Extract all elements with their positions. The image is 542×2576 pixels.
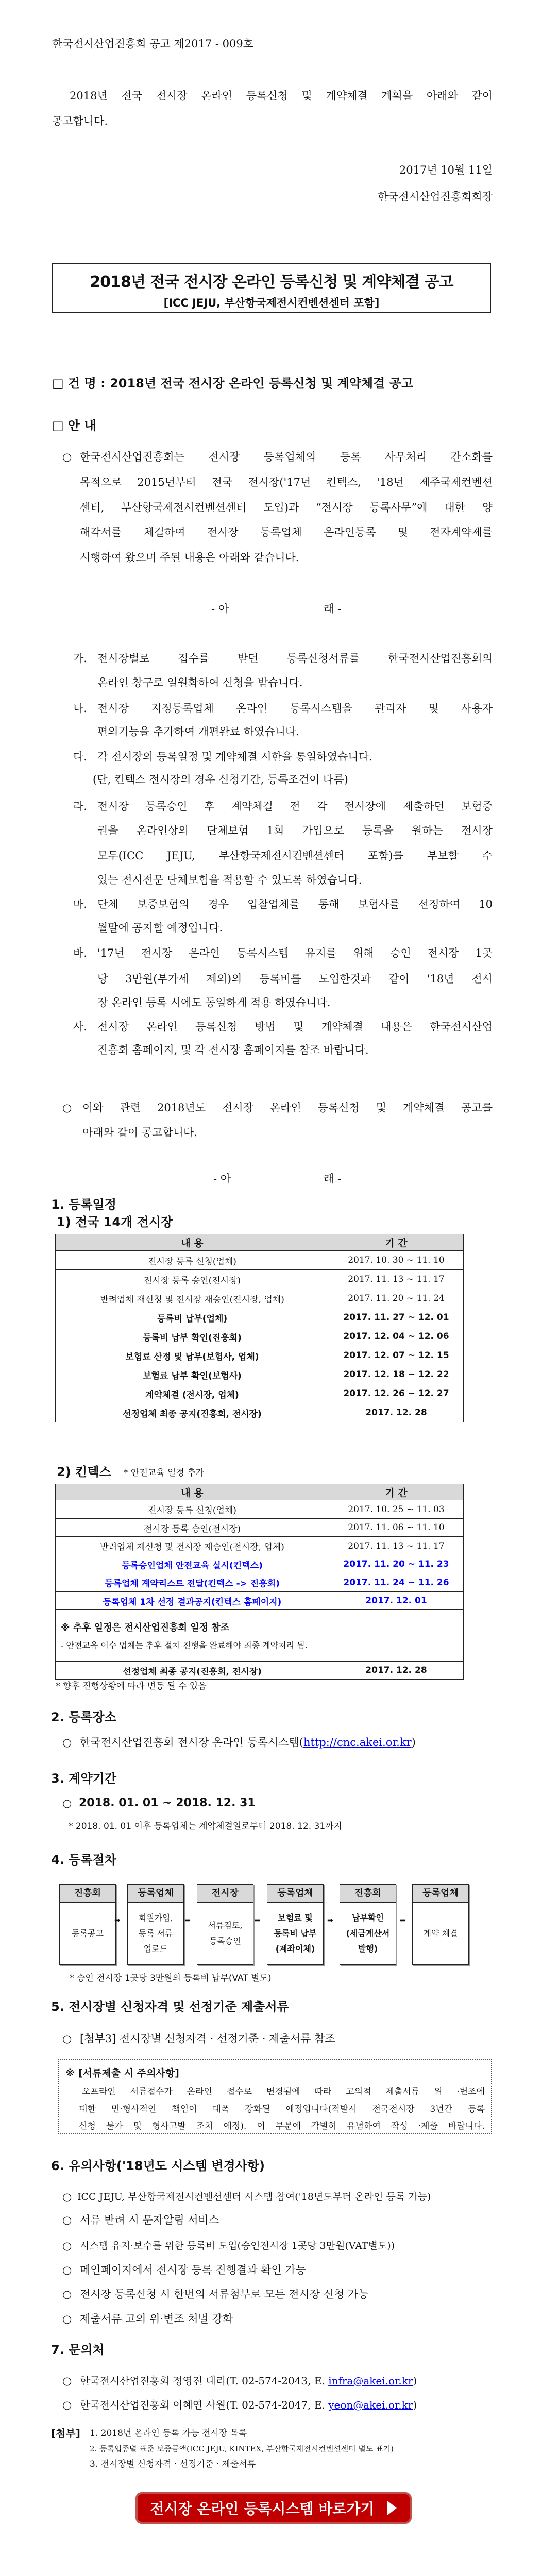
item-line: 전시장 온라인 등록신청 방법 및 계약체결 내용은 한국전시산업 (97, 1021, 493, 1033)
intro-line-2: 공고합니다. (52, 115, 108, 127)
guide-para-line: 한국전시산업진흥회는 전시장 등록업체의 등록 사무처리 간소화를 (80, 451, 493, 463)
section1-sub1: 1) 전국 14개 전시장 (57, 1215, 173, 1229)
task-cell: 전시장 등록 승인(전시장) (56, 1519, 329, 1537)
task-cell: 등록비 납부(업체) (56, 1308, 329, 1327)
period-cell: 2017. 11. 06 ~ 11. 10 (329, 1519, 464, 1537)
item-line: 편의기능을 추가하여 개편완료 하였습니다. (97, 725, 299, 738)
task-cell: 등록승인업체 안전교육 실시(킨텍스) (56, 1555, 329, 1573)
title-box (52, 263, 491, 313)
step-action: 계약 체결 (423, 1928, 458, 1938)
period-cell: 2017. 11. 20 ~ 11. 24 (329, 1289, 464, 1308)
table-row (56, 1500, 464, 1519)
intro-line-1: 2018년 전국 전시장 온라인 등록신청 및 계약체결 계획을 아래와 같이 (70, 90, 493, 102)
bullet-icon: ○ (62, 1101, 72, 1114)
section1-heading: 1. 등록일정 (51, 1197, 116, 1212)
bullet-icon: ○ (62, 2313, 72, 2325)
contact-text-end: ) (413, 2375, 417, 2387)
bullet-icon: ○ (62, 2375, 72, 2387)
section5-heading: 5. 전시장별 신청자격 및 선정기준 제출서류 (51, 1999, 289, 2014)
contact-text-end: ) (413, 2399, 417, 2411)
step-action: 납부확인 (세금계산서 발행) (346, 1913, 390, 1954)
col-header: 기 간 (329, 1484, 464, 1500)
item-mark: 다. (73, 751, 87, 763)
period-cell: 2017. 12. 18 ~ 12. 22 (329, 1365, 464, 1384)
col-header: 내 용 (56, 1484, 329, 1500)
issuer: 한국전시산업진흥회회장 (377, 191, 493, 203)
table-row (56, 1251, 464, 1270)
table-row (56, 1365, 464, 1384)
step-action: 등록공고 (72, 1928, 104, 1938)
system-link[interactable]: http://cnc.akei.or.kr (303, 1736, 412, 1749)
notice-item: 시스템 유지·보수를 위한 등록비 도입(승인전시장 1곳당 3만원(VAT별도)) (80, 2240, 395, 2251)
item-line: 단체 보증보험의 경우 입찰업체를 통해 보험사를 선정하여 10 (97, 898, 493, 910)
doc-number: 한국전시산업진흥회 공고 제2017 - 009호 (52, 38, 254, 50)
task-cell: 등록업체 1차 선정 결과공지(킨텍스 홈페이지) (56, 1592, 329, 1610)
step-action: 서류검토, 등록승인 (208, 1921, 243, 1946)
period-cell: 2017. 12. 01 (329, 1592, 464, 1610)
notice-item: 서류 반려 시 문자알림 서비스 (80, 2214, 219, 2226)
task-cell: 전시장 등록 승인(전시장) (56, 1270, 329, 1289)
arrow-right-icon: ➡ (327, 1917, 333, 1925)
notice-item: 제출서류 고의 위·변조 처벌 강화 (80, 2313, 233, 2325)
place-text-end: ) (411, 1736, 416, 1749)
contact-item (80, 2398, 417, 2412)
arrow-right-icon: ➡ (184, 1917, 191, 1925)
below-label-left: - 아 (213, 1173, 231, 1185)
table-row-highlight (56, 1573, 464, 1592)
guide-para-line: 목적으로 2015년부터 전국 전시장('17년 킨텍스, '18년 제주국제컨벤션 (80, 476, 493, 488)
bullet-icon: ○ (62, 2288, 72, 2300)
item-line: 장 온라인 등록 시에도 동일하게 적용 하였습니다. (97, 996, 331, 1009)
item-mark: 사. (73, 1021, 87, 1033)
below-label-right: 래 - (324, 1173, 342, 1185)
period-cell: 2017. 11. 20 ~ 11. 23 (329, 1555, 464, 1573)
below-label-left: - 아 (211, 603, 229, 615)
task-cell: 등록비 납부 확인(진흥회) (56, 1327, 329, 1346)
item-line: 전시장별로 접수를 받던 등록신청서류를 한국전시산업진흥회의 (97, 652, 493, 665)
note-cell (56, 1610, 464, 1662)
item-line: 전시장 지정등록업체 온라인 등록시스템을 관리자 및 사용자 (97, 702, 493, 715)
bullet-icon: ○ (62, 1797, 72, 1809)
contact-text: 한국전시산업진흥회 이혜연 사원(T. 02-574-2047, E. (80, 2399, 329, 2411)
period-cell: 2017. 10. 25 ~ 11. 03 (329, 1500, 464, 1519)
table-row (56, 1662, 464, 1680)
item-mark: 가. (73, 652, 87, 665)
notice-item: ICC JEJU, 부산항국제전시컨벤션센터 시스템 참여('18년도부터 온라인 등록 가능) (77, 2191, 431, 2202)
flow-step-5 (340, 1884, 396, 1965)
caution-box (58, 2059, 492, 2134)
item-mark: 마. (73, 898, 87, 910)
schedule-table-kintex (55, 1484, 464, 1680)
email-link[interactable]: yeon@akei.or.kr (328, 2399, 413, 2411)
section1-sub2: 2) 킨텍스 (57, 1465, 111, 1479)
flow-step-3 (197, 1884, 253, 1965)
table-row (56, 1384, 464, 1403)
bullet-icon: ○ (62, 2214, 72, 2226)
task-cell: 계약체결 (전시장, 업체) (56, 1384, 329, 1403)
notice-item: 메인페이지에서 전시장 등록 진행결과 확인 가능 (80, 2264, 307, 2276)
task-cell: 반려업체 재신청 및 전시장 재승인(전시장, 업체) (56, 1537, 329, 1555)
step-actor: 전시장 (197, 1885, 253, 1903)
item-line: '17년 전시장 온라인 등록시스템 유지를 위해 승인 전시장 1곳 (97, 947, 493, 959)
table-row-highlight (56, 1592, 464, 1610)
table-row (56, 1270, 464, 1289)
arrow-right-icon: ➡ (400, 1917, 406, 1925)
period-cell: 2017. 11. 13 ~ 11. 17 (329, 1270, 464, 1289)
item-line: 당 3만원(부가세 제외)의 등록비를 도입한것과 같이 '18년 전시 (97, 973, 493, 985)
bullet-icon: ○ (62, 2240, 72, 2252)
table-row (56, 1289, 464, 1308)
step-actor: 등록업체 (128, 1885, 183, 1903)
step-action: 보험료 및 등록비 납부 (계좌이체) (274, 1913, 317, 1954)
task-cell: 보험료 산정 및 납부(보험사, 업체) (56, 1346, 329, 1365)
procedure-note: * 승인 전시장 1곳당 3만원의 등록비 납부(VAT 별도) (70, 1973, 272, 1984)
period-cell: 2017. 11. 13 ~ 11. 17 (329, 1537, 464, 1555)
item-mark: 나. (73, 702, 87, 715)
bullet-icon: ○ (62, 2032, 72, 2045)
table-row (56, 1519, 464, 1537)
below-label-right: 래 - (324, 603, 342, 615)
notice-date: 2017년 10월 11일 (399, 164, 493, 176)
item-mark: 라. (73, 800, 87, 812)
section1-sub2-note: * 안전교육 일정 추가 (124, 1468, 205, 1478)
attachments-label: [첨부] (51, 2427, 80, 2439)
email-link[interactable]: infra@akei.or.kr (328, 2375, 413, 2387)
closing-line: 아래와 같이 공고합니다. (82, 1126, 197, 1139)
guide-para-line: 센터, 부산항국제전시컨벤션센터 도입)과 “전시장 등록사무”에 대한 양 (80, 501, 493, 514)
period-cell: 2017. 12. 07 ~ 12. 15 (329, 1346, 464, 1365)
arrow-right-icon: ➡ (255, 1917, 261, 1925)
period-cell: 2017. 12. 28 (329, 1662, 464, 1680)
bullet-icon: ○ (62, 2191, 72, 2203)
guide-para-line: 시행하여 왔으며 주된 내용은 아래와 같습니다. (80, 551, 299, 564)
period-cell: 2017. 12. 04 ~ 12. 06 (329, 1327, 464, 1346)
contact-item (80, 2374, 417, 2388)
table-row (56, 1346, 464, 1365)
note-heading: ※ 추후 일정은 전시산업진흥회 일정 참조 (61, 1622, 230, 1633)
bullet-icon: ○ (62, 451, 72, 463)
period-cell: 2017. 11. 27 ~ 12. 01 (329, 1308, 464, 1327)
section6-heading: 6. 유의사항('18년도 시스템 변경사항) (51, 2159, 265, 2173)
schedule-footnote: * 향후 진행상황에 따라 변동 될 수 있음 (56, 1681, 207, 1691)
item-line: (단, 킨텍스 전시장의 경우 신청기간, 등록조건이 다름) (93, 773, 348, 786)
notice-item: 전시장 등록신청 시 한번의 서류첨부로 모든 전시장 신청 가능 (80, 2288, 369, 2300)
task-cell: 선정업체 최종 공지(진흥회, 전시장) (56, 1403, 329, 1422)
section3-heading: 3. 계약기간 (51, 1771, 116, 1786)
flow-step-1 (59, 1884, 116, 1965)
step-actor: 등록업체 (413, 1885, 468, 1903)
step-actor: 진흥회 (340, 1885, 396, 1903)
item-line: 권을 온라인상의 단체보험 1회 가입으로 등록을 원하는 전시장 (97, 824, 493, 837)
section4-heading: 4. 등록절차 (51, 1853, 116, 1867)
flow-step-2 (127, 1884, 184, 1965)
closing-line: 이와 관련 2018년도 전시장 온라인 등록신청 및 계약체결 공고를 (82, 1101, 493, 1114)
task-cell: 등록업체 계약리스트 전달(킨텍스 -> 진흥회) (56, 1573, 329, 1592)
flow-step-6 (412, 1884, 469, 1965)
col-header: 내 용 (56, 1234, 329, 1251)
period-cell: 2017. 10. 30 ~ 11. 10 (329, 1251, 464, 1270)
bullet-icon: ○ (62, 2264, 72, 2276)
step-actor: 등록업체 (267, 1885, 323, 1903)
page-title: 2018년 전국 전시장 온라인 등록신청 및 계약체결 공고 (90, 273, 453, 291)
item-line: 진흥회 홈페이지, 및 각 전시장 홈페이지를 참조 바랍니다. (97, 1044, 369, 1056)
item-mark: 바. (73, 947, 87, 959)
period-cell: 2017. 11. 24 ~ 11. 26 (329, 1573, 464, 1592)
period-cell: 2017. 12. 28 (329, 1403, 464, 1422)
step-action: 회원가입, 등록 서류 업로드 (138, 1913, 173, 1954)
caution-line: 신청 불가 및 형사고발 조치 예정). 이 부분에 각별히 유념하여 작성 ·제출 바랍니다. (79, 2121, 485, 2131)
attachment-item: 2. 등록업종별 표준 보증금액(ICC JEJU, KINTEX, 부산항국제전시컨벤션센터 별도 표기) (90, 2444, 394, 2453)
caution-line: 대한 민·형사적인 책임이 대폭 강화될 예정입니다(적발시 전국전시장 3년간 등록 (79, 2104, 485, 2114)
table-row-highlight (56, 1555, 464, 1573)
item-line: 전시장 등록승인 후 계약체결 전 각 전시장에 제출하던 보험증 (97, 800, 493, 812)
task-cell: 전시장 등록 신청(업체) (56, 1500, 329, 1519)
attachment-item: 1. 2018년 온라인 등록 가능 전시장 목록 (90, 2428, 247, 2438)
note-detail: - 안전교육 이수 업체는 추후 절차 진행을 완료해야 최종 계약처리 됨. (61, 1640, 308, 1650)
task-cell: 선정업체 최종 공지(진흥회, 전시장) (56, 1662, 329, 1680)
section2-heading: 2. 등록장소 (51, 1710, 116, 1724)
registration-system-button[interactable] (136, 2492, 412, 2524)
registration-place (80, 1735, 416, 1750)
arrow-right-icon: ➡ (114, 1917, 121, 1925)
item-line: 월말에 공지할 예정입니다. (97, 922, 223, 934)
guide-heading: □ 안 내 (52, 418, 96, 433)
section5-text: [첨부3] 전시장별 신청자격 · 선정기준 · 제출서류 참조 (80, 2032, 335, 2045)
item-line: 있는 전시전문 단체보험을 적용할 수 있도록 하였습니다. (97, 874, 362, 886)
attachment-item: 3. 전시장별 신청자격 · 선정기준 · 제출서류 (90, 2459, 256, 2469)
place-text: 한국전시산업진흥회 전시장 온라인 등록시스템( (80, 1736, 303, 1749)
table-row (56, 1327, 464, 1346)
button-label: 전시장 온라인 등록시스템 바로가기 (150, 2500, 375, 2517)
subject-line: □ 건 명 : 2018년 전국 전시장 온라인 등록신청 및 계약체결 공고 (52, 376, 414, 391)
item-line: 모두(ICC JEJU, 부산항국제전시컨벤션센터 포함)를 부보할 수 (97, 850, 493, 862)
bullet-icon: ○ (62, 1736, 72, 1749)
contact-text: 한국전시산업진흥회 정영진 대리(T. 02-574-2043, E. (80, 2375, 329, 2387)
item-line: 각 전시장의 등록일정 및 계약체결 시한을 통일하였습니다. (97, 751, 372, 763)
item-line: 온라인 창구로 일원화하여 신청을 받습니다. (97, 676, 303, 689)
table-note-row (56, 1610, 464, 1662)
contract-period-note: * 2018. 01. 01 이후 등록업체는 계약체결일로부터 2018. 12. 31까지 (69, 1821, 342, 1832)
bullet-icon: ○ (62, 2399, 72, 2411)
schedule-table-national (55, 1234, 464, 1422)
period-cell: 2017. 12. 26 ~ 12. 27 (329, 1384, 464, 1403)
section7-heading: 7. 문의처 (51, 2343, 105, 2357)
caution-heading: ※ [서류제출 시 주의사항] (65, 2067, 179, 2079)
contract-period: 2018. 01. 01 ~ 2018. 12. 31 (79, 1797, 256, 1809)
caution-line: 오프라인 서류접수가 온라인 접수로 변경됨에 따라 고의적 제출서류 위 ·변조에 (82, 2087, 485, 2097)
table-row (56, 1403, 464, 1422)
flow-step-4 (267, 1884, 324, 1965)
page-subtitle: [ICC JEJU, 부산항국제전시컨벤션센터 포함] (163, 297, 380, 309)
task-cell: 전시장 등록 신청(업체) (56, 1251, 329, 1270)
guide-para-line: 해각서를 체결하여 전시장 등록업체 온라인등록 및 전자계약제를 (80, 526, 493, 538)
step-actor: 진흥회 (60, 1885, 115, 1903)
table-row (56, 1308, 464, 1327)
col-header: 기 간 (329, 1234, 464, 1251)
task-cell: 반려업체 재신청 및 전시장 재승인(전시장, 업체) (56, 1289, 329, 1308)
task-cell: 보험료 납부 확인(보험사) (56, 1365, 329, 1384)
play-triangle-icon (387, 2501, 397, 2515)
table-row (56, 1537, 464, 1555)
